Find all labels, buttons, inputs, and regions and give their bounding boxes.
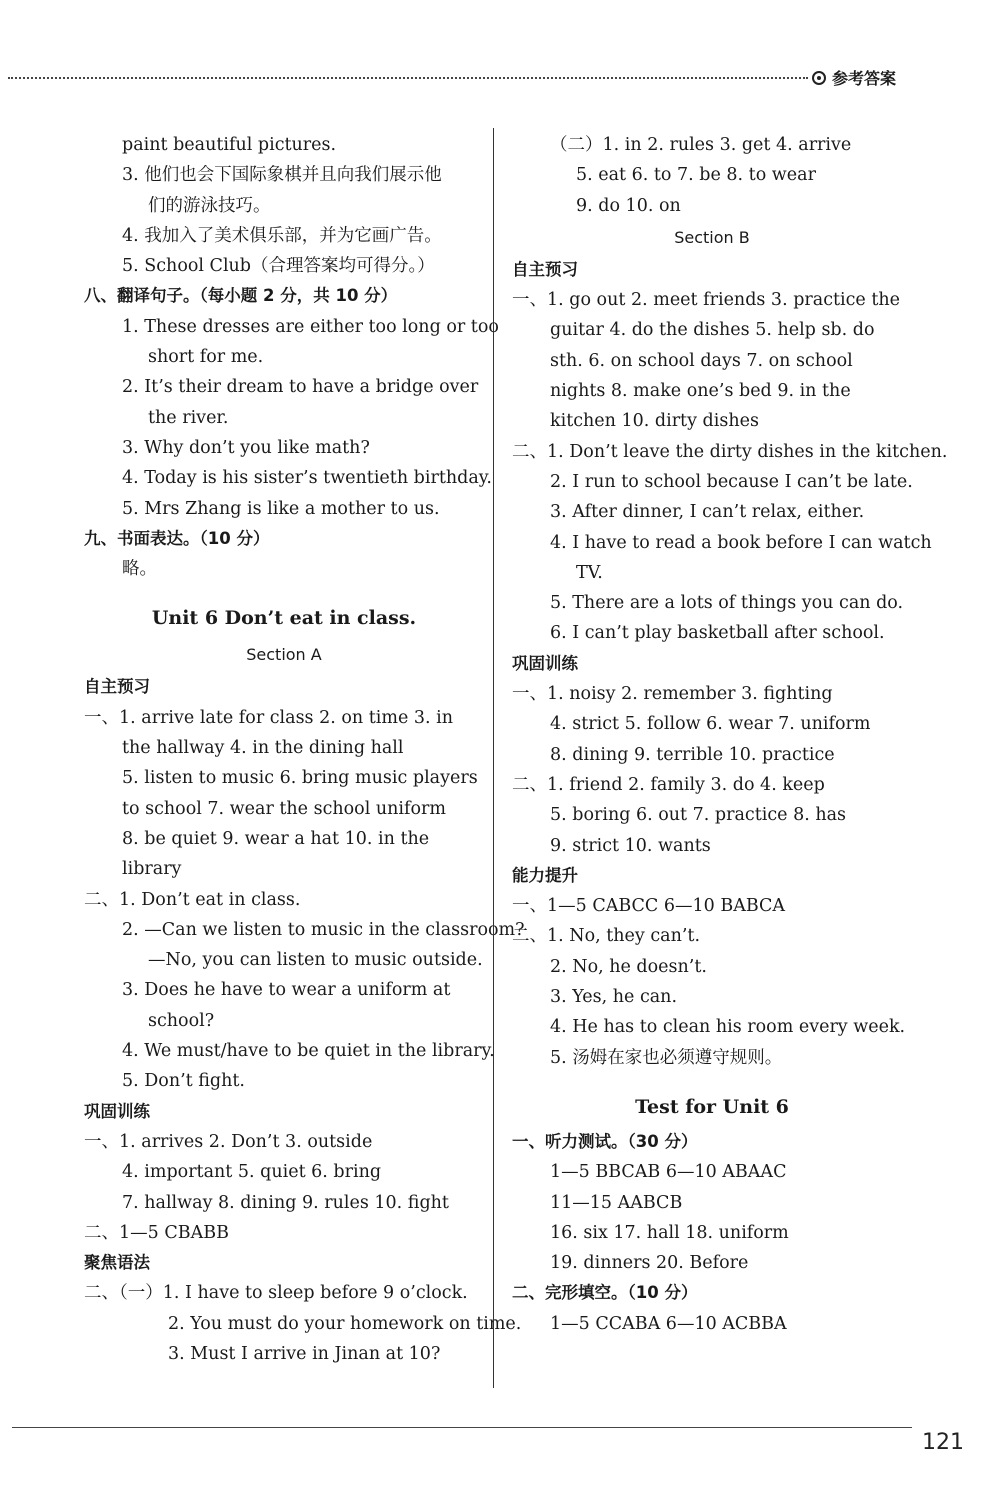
answer-line: 4. We must/have to be quiet in the library. — [122, 1041, 495, 1062]
answer-line: short for me. — [148, 347, 264, 368]
section-label: Section B — [674, 227, 750, 247]
answer-line: 1. These dresses are either too long or too — [122, 316, 499, 337]
answer-line: the river. — [148, 407, 229, 428]
answer-line: 8. be quiet 9. wear a hat 10. in the — [122, 828, 430, 849]
answer-line: 二、1. No, they can’t. — [512, 926, 701, 947]
answer-line: 4. important 5. quiet 6. bring — [122, 1162, 382, 1183]
section-heading: 九、书面表达。（10 分） — [84, 528, 270, 548]
answer-line: 3. Does he have to wear a uniform at — [122, 980, 451, 1001]
answer-line: 5. There are a lots of things you can do. — [550, 593, 904, 614]
answer-line: 5. Mrs Zhang is like a mother to us. — [122, 498, 440, 519]
answer-line: 二、（一）1. I have to sleep before 9 o’clock. — [84, 1283, 468, 1304]
section-heading: 自主预习 — [84, 677, 150, 697]
answer-line: 5. School Club（合理答案均可得分。） — [122, 256, 435, 277]
spacer — [512, 1073, 912, 1087]
answer-line: 19. dinners 20. Before — [550, 1253, 749, 1274]
answer-line: 2. —Can we listen to music in the classroom? — [122, 919, 525, 940]
header-dotted-rule — [8, 77, 808, 79]
section-heading: 聚焦语法 — [84, 1253, 150, 1273]
answer-line: 3. Yes, he can. — [550, 987, 678, 1008]
answer-line: （二）1. in 2. rules 3. get 4. arrive — [550, 135, 852, 155]
answer-line: 二、1. friend 2. family 3. do 4. keep — [512, 774, 825, 795]
answer-line: 2. No, he doesn’t. — [550, 956, 707, 977]
answer-line: 3. 他们也会下国际象棋并且向我们展示他 — [122, 165, 442, 186]
answer-line: 2. I run to school because I can’t be late. — [550, 471, 913, 492]
answer-line: sth. 6. on school days 7. on school — [550, 350, 853, 371]
section-heading: 巩固训练 — [84, 1101, 150, 1121]
answer-line: 一、1. go out 2. meet friends 3. practice the — [512, 290, 901, 311]
answer-line: 一、1. noisy 2. remember 3. fighting — [512, 684, 833, 705]
unit-title: Test for Unit 6 — [635, 1095, 789, 1118]
answer-line: 5. listen to music 6. bring music players — [122, 768, 478, 789]
answer-line: 9. do 10. on — [576, 195, 681, 216]
section-heading: 自主预习 — [512, 259, 578, 279]
answer-line: 二、1—5 CBABB — [84, 1222, 229, 1243]
target-icon — [812, 71, 826, 85]
answer-line: 6. I can’t play basketball after school. — [550, 623, 885, 644]
answer-line: 3. After dinner, I can’t relax, either. — [550, 502, 865, 523]
answer-line: 7. hallway 8. dining 9. rules 10. fight — [122, 1192, 449, 1213]
answer-line: nights 8. make one’s bed 9. in the — [550, 381, 851, 402]
answer-line: 2. You must do your homework on time. — [168, 1313, 522, 1334]
answer-line: 4. He has to clean his room every week. — [550, 1017, 906, 1038]
answer-line: 一、1—5 CABCC 6—10 BABCA — [512, 896, 786, 917]
answer-line: 5. eat 6. to 7. be 8. to wear — [576, 165, 816, 186]
left-column — [84, 130, 525, 1369]
answer-line: 4. I have to read a book before I can watch — [550, 532, 932, 553]
answer-line: 二、1. Don’t leave the dirty dishes in the kitchen. — [512, 441, 948, 462]
answer-line: the hallway 4. in the dining hall — [122, 738, 404, 759]
answer-line: —No, you can listen to music outside. — [148, 950, 483, 971]
answer-line: 一、1. arrives 2. Don’t 3. outside — [84, 1131, 373, 1152]
answer-line: library — [122, 859, 182, 880]
unit-title: Unit 6 Don’t eat in class. — [151, 607, 417, 630]
answer-line: 16. six 17. hall 18. uniform — [550, 1222, 789, 1243]
spacer — [84, 584, 484, 598]
answer-line: 一、1. arrive late for class 2. on time 3. in — [84, 707, 454, 728]
column-divider — [493, 128, 494, 1388]
answer-line: 11—15 AABCB — [550, 1192, 683, 1213]
section-heading: 一、听力测试。（30 分） — [512, 1131, 698, 1151]
answer-line: school? — [148, 1010, 215, 1031]
answer-line: 2. It’s their dream to have a bridge over — [122, 377, 479, 398]
right-column — [512, 130, 948, 1339]
answer-line: 5. 汤姆在家也必须遵守规则。 — [550, 1047, 783, 1068]
page-number: 121 — [922, 1430, 964, 1455]
answer-line: 4. Today is his sister’s twentieth birthday. — [122, 468, 492, 489]
answer-line: 1—5 CCABA 6—10 ACBBA — [550, 1313, 787, 1334]
answer-line: to school 7. wear the school uniform — [122, 798, 446, 819]
answer-line: 3. Must I arrive in Jinan at 10? — [168, 1343, 441, 1364]
section-label: Section A — [246, 645, 322, 665]
answer-line: TV. — [576, 562, 603, 583]
section-heading: 二、完形填空。（10 分） — [512, 1283, 698, 1303]
section-heading: 八、翻译句子。（每小题 2 分，共 10 分） — [84, 286, 398, 306]
answer-line: 5. boring 6. out 7. practice 8. has — [550, 805, 847, 826]
answer-line: paint beautiful pictures. — [122, 135, 337, 155]
answer-line: 二、1. Don’t eat in class. — [84, 889, 301, 910]
answer-line: 略。 — [122, 559, 157, 580]
answer-line: 4. strict 5. follow 6. wear 7. uniform — [550, 714, 871, 735]
answer-line: 5. Don’t fight. — [122, 1071, 245, 1092]
header-answer-label — [812, 66, 896, 89]
answer-line: 8. dining 9. terrible 10. practice — [550, 744, 835, 765]
answer-line: 4. 我加入了美术俱乐部，并为它画广告。 — [122, 225, 442, 246]
section-heading: 巩固训练 — [512, 653, 578, 673]
answer-line: 3. Why don’t you like math? — [122, 437, 370, 458]
answer-line: 们的游泳技巧。 — [148, 195, 271, 216]
answer-line: 1—5 BBCAB 6—10 ABAAC — [550, 1162, 787, 1183]
footer-rule — [12, 1427, 912, 1428]
answer-line: 9. strict 10. wants — [550, 835, 711, 856]
header-label-text: 参考答案 — [832, 69, 897, 88]
section-heading: 能力提升 — [512, 865, 578, 885]
answer-line: guitar 4. do the dishes 5. help sb. do — [550, 320, 875, 341]
answer-line: kitchen 10. dirty dishes — [550, 411, 759, 432]
